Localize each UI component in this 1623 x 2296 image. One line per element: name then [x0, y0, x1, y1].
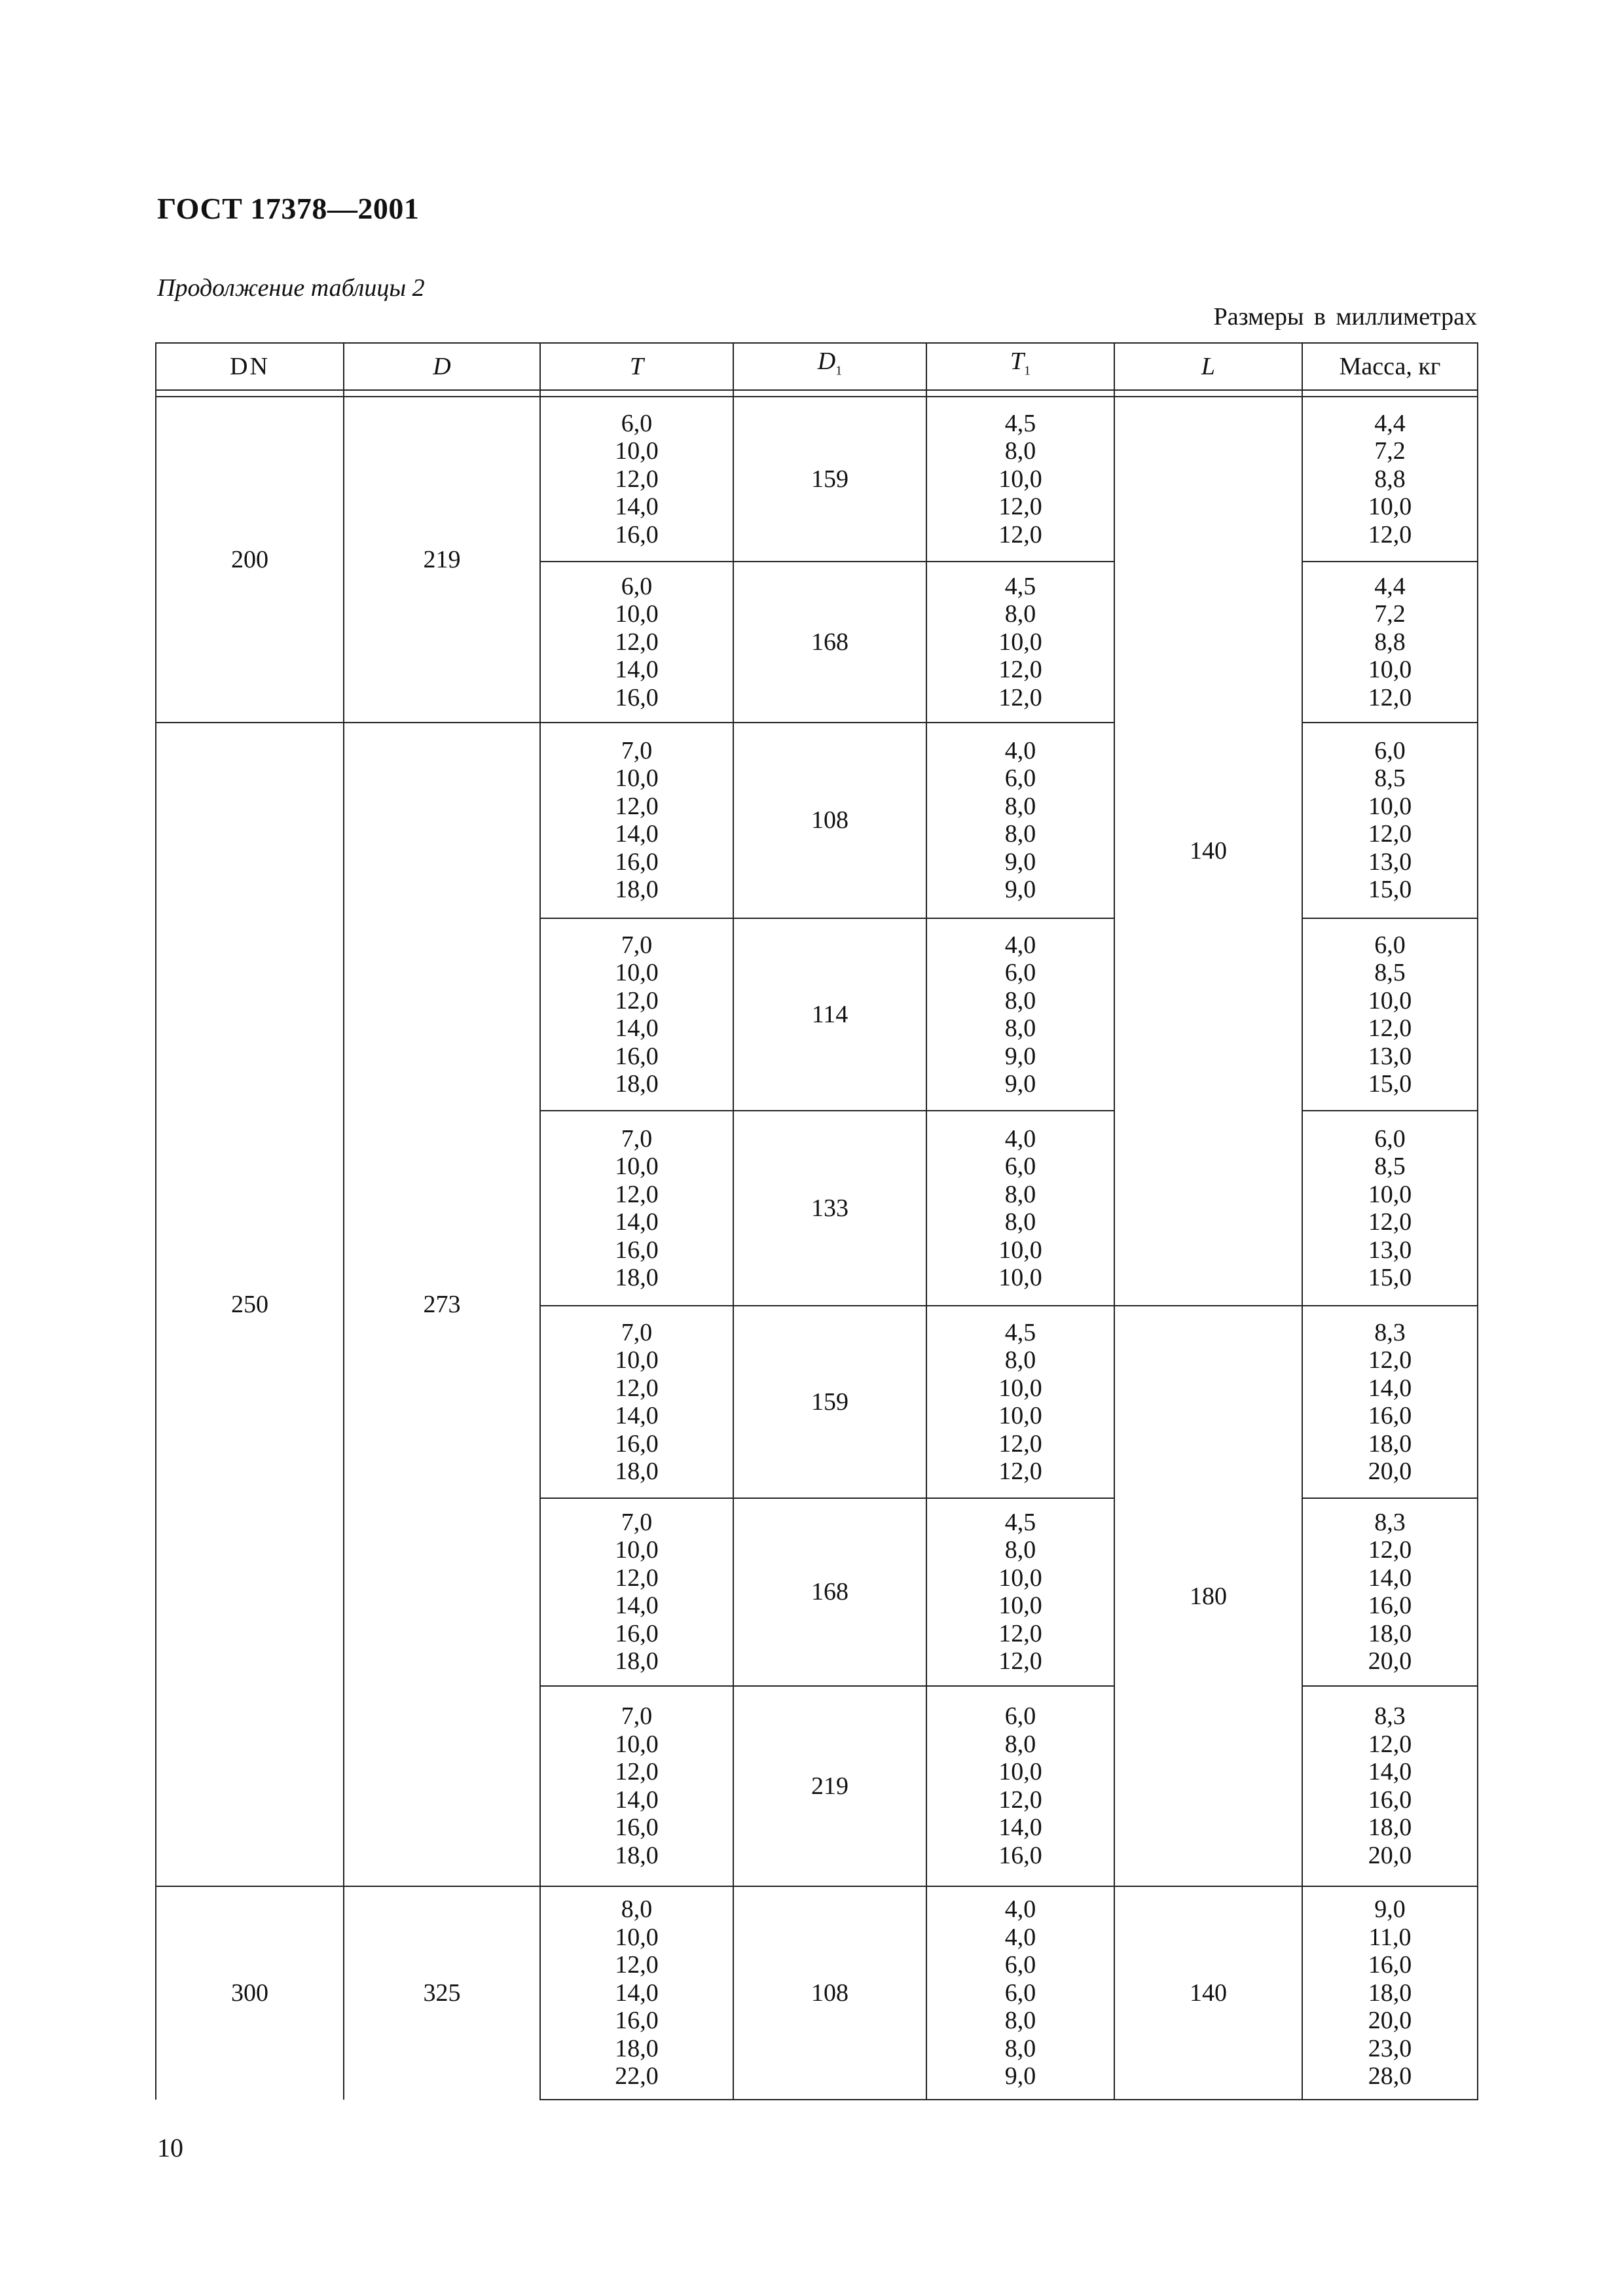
cell-value: 12,0: [615, 1758, 659, 1786]
cell-value: 6,0: [1004, 1702, 1036, 1731]
table-row: [156, 397, 1478, 562]
cell-value: 6,0: [1374, 931, 1406, 959]
cell-value: 16,0: [1368, 1785, 1412, 1814]
cell-value: 12,0: [1368, 683, 1412, 711]
cell-value: 6,0: [1004, 959, 1036, 987]
cell-value: 4,5: [1004, 572, 1036, 600]
cell-value: 12,0: [1368, 820, 1412, 848]
cell-value: 14,0: [615, 1979, 659, 2007]
cell-value: 8,5: [1374, 959, 1406, 987]
header-separator: [156, 390, 1478, 397]
cell-value: 22,0: [615, 2062, 659, 2090]
cell-value: 8,0: [1004, 1346, 1036, 1374]
cell-value: 6,0: [621, 572, 653, 600]
cell-value: 7,0: [621, 736, 653, 764]
cell-value: 20,0: [1368, 1647, 1412, 1676]
cell-value: 12,0: [998, 1785, 1042, 1814]
cell-t1: [926, 1111, 1114, 1306]
cell-d: 325: [344, 1886, 540, 2100]
cell-value: 6,0: [1004, 1951, 1036, 1979]
cell-value: 12,0: [998, 656, 1042, 684]
cell-d: 273: [344, 723, 540, 1887]
cell-mass: [1302, 397, 1478, 562]
header-row: [156, 343, 1478, 390]
cell-mass: [1302, 1306, 1478, 1498]
cell-value: 4,5: [1004, 1508, 1036, 1536]
cell-value: 18,0: [615, 1647, 659, 1676]
cell-value: 6,0: [621, 409, 653, 437]
cell-value: 12,0: [998, 1619, 1042, 1647]
cell-value: 10,0: [1368, 493, 1412, 521]
cell-value: 12,0: [998, 1458, 1042, 1486]
cell-value: 8,3: [1374, 1508, 1406, 1536]
cell-value: 16,0: [615, 1429, 659, 1458]
cell-value: 10,0: [615, 1730, 659, 1758]
cell-value: 12,0: [998, 683, 1042, 711]
cell-mass: [1302, 918, 1478, 1111]
cell-value: 28,0: [1368, 2062, 1412, 2090]
cell-value: 8,0: [1004, 2034, 1036, 2062]
cell-value: 14,0: [615, 1208, 659, 1236]
cell-t: [540, 397, 733, 562]
cell-value: 8,0: [1004, 437, 1036, 465]
cell-d1: 168: [733, 1498, 926, 1686]
cell-value: 10,0: [998, 1374, 1042, 1402]
cell-value: 13,0: [1368, 1236, 1412, 1264]
cell-value: 16,0: [615, 848, 659, 876]
cell-t: [540, 1498, 733, 1686]
page-number: 10: [157, 2133, 183, 2162]
cell-value: 18,0: [1368, 1619, 1412, 1647]
cell-value: 6,0: [1374, 1124, 1406, 1153]
cell-value: 7,0: [621, 1508, 653, 1536]
cell-mass: [1302, 562, 1478, 722]
cell-value: 12,0: [1368, 1208, 1412, 1236]
cell-value: 15,0: [1368, 876, 1412, 904]
cell-value: 16,0: [998, 1841, 1042, 1869]
cell-value: 10,0: [615, 1923, 659, 1951]
cell-value: 12,0: [615, 1564, 659, 1592]
cell-value: 8,5: [1374, 1153, 1406, 1181]
cell-value: 10,0: [615, 1153, 659, 1181]
cell-value: 10,0: [998, 1402, 1042, 1430]
cell-value: 16,0: [615, 1042, 659, 1070]
cell-value: 4,4: [1374, 409, 1406, 437]
cell-d: 219: [344, 397, 540, 723]
cell-value: 15,0: [1368, 1070, 1412, 1098]
cell-mass: [1302, 1686, 1478, 1887]
cell-d1: 108: [733, 1886, 926, 2100]
cell-t1: [926, 723, 1114, 919]
cell-value: 14,0: [615, 820, 659, 848]
cell-value: 10,0: [1368, 656, 1412, 684]
cell-d1: 219: [733, 1686, 926, 1887]
cell-value: 4,5: [1004, 1318, 1036, 1346]
cell-value: 9,0: [1004, 2062, 1036, 2090]
cell-value: 12,0: [615, 465, 659, 493]
cell-d1: 159: [733, 397, 926, 562]
cell-value: 18,0: [1368, 1979, 1412, 2007]
cell-value: 8,0: [1004, 1014, 1036, 1043]
cell-value: 15,0: [1368, 1264, 1412, 1292]
cell-t1: [926, 1498, 1114, 1686]
cell-value: 8,3: [1374, 1318, 1406, 1346]
cell-value: 23,0: [1368, 2034, 1412, 2062]
cell-value: 18,0: [1368, 1814, 1412, 1842]
cell-value: 14,0: [615, 1592, 659, 1620]
cell-value: 12,0: [1368, 520, 1412, 548]
cell-value: 4,0: [1004, 931, 1036, 959]
cell-dn: 300: [156, 1886, 344, 2100]
header-d: D: [344, 343, 540, 390]
cell-value: 11,0: [1368, 1923, 1412, 1951]
cell-value: 10,0: [998, 465, 1042, 493]
cell-value: 8,0: [1004, 820, 1036, 848]
table-row: [156, 1886, 1478, 2100]
cell-value: 12,0: [615, 628, 659, 656]
cell-value: 18,0: [615, 1458, 659, 1486]
cell-value: 10,0: [998, 1264, 1042, 1292]
cell-l: 140: [1114, 397, 1302, 1306]
cell-value: 12,0: [1368, 1730, 1412, 1758]
cell-mass: [1302, 1498, 1478, 1686]
cell-value: 10,0: [615, 437, 659, 465]
cell-d1: 133: [733, 1111, 926, 1306]
cell-value: 8,8: [1374, 465, 1406, 493]
cell-value: 13,0: [1368, 848, 1412, 876]
cell-value: 12,0: [615, 1180, 659, 1208]
cell-value: 18,0: [615, 1070, 659, 1098]
cell-value: 20,0: [1368, 1841, 1412, 1869]
cell-value: 9,0: [1004, 1042, 1036, 1070]
cell-l: 140: [1114, 1886, 1302, 2100]
cell-value: 12,0: [998, 493, 1042, 521]
cell-value: 6,0: [1374, 736, 1406, 764]
cell-value: 8,0: [1004, 2007, 1036, 2035]
cell-value: 16,0: [615, 520, 659, 548]
cell-value: 8,0: [1004, 1536, 1036, 1564]
cell-l: 180: [1114, 1306, 1302, 1886]
cell-value: 16,0: [1368, 1951, 1412, 1979]
cell-value: 10,0: [1368, 986, 1412, 1014]
cell-value: 14,0: [615, 1402, 659, 1430]
cell-t: [540, 723, 733, 919]
cell-d1: 159: [733, 1306, 926, 1498]
cell-value: 8,0: [1004, 792, 1036, 820]
cell-value: 9,0: [1004, 848, 1036, 876]
cell-value: 9,0: [1004, 1070, 1036, 1098]
document-title: ГОСТ 17378—2001: [157, 192, 420, 225]
cell-value: 7,0: [621, 1124, 653, 1153]
cell-value: 4,0: [1004, 1923, 1036, 1951]
cell-value: 10,0: [998, 1758, 1042, 1786]
cell-value: 18,0: [615, 1841, 659, 1869]
cell-value: 10,0: [615, 1346, 659, 1374]
cell-value: 10,0: [615, 600, 659, 628]
cell-value: 14,0: [1368, 1758, 1412, 1786]
cell-dn: 250: [156, 723, 344, 1887]
cell-value: 16,0: [1368, 1402, 1412, 1430]
header-d1: $D_1$: [733, 343, 926, 390]
cell-value: 12,0: [1368, 1014, 1412, 1043]
header-mass: Масса, кг: [1302, 343, 1478, 390]
cell-d1: 108: [733, 723, 926, 919]
cell-value: 9,0: [1004, 876, 1036, 904]
header-l: L: [1114, 343, 1302, 390]
cell-value: 14,0: [615, 1785, 659, 1814]
cell-value: 16,0: [615, 1814, 659, 1842]
cell-value: 8,5: [1374, 764, 1406, 793]
cell-value: 16,0: [1368, 1592, 1412, 1620]
cell-value: 12,0: [1368, 1346, 1412, 1374]
cell-value: 14,0: [1368, 1374, 1412, 1402]
cell-value: 6,0: [1004, 1153, 1036, 1181]
cell-value: 12,0: [615, 1374, 659, 1402]
cell-t1: [926, 1306, 1114, 1498]
cell-value: 10,0: [998, 628, 1042, 656]
cell-mass: [1302, 1886, 1478, 2100]
cell-value: 20,0: [1368, 2007, 1412, 2035]
cell-t: [540, 562, 733, 722]
cell-d1: 114: [733, 918, 926, 1111]
cell-value: 10,0: [998, 1236, 1042, 1264]
dimensions-table: [155, 342, 1478, 2100]
cell-value: 4,4: [1374, 572, 1406, 600]
cell-value: 4,0: [1004, 1124, 1036, 1153]
cell-value: 14,0: [1368, 1564, 1412, 1592]
cell-value: 4,0: [1004, 736, 1036, 764]
cell-value: 8,0: [621, 1895, 653, 1924]
cell-t1: [926, 918, 1114, 1111]
cell-mass: [1302, 1111, 1478, 1306]
cell-value: 10,0: [615, 959, 659, 987]
cell-value: 8,8: [1374, 628, 1406, 656]
cell-value: 6,0: [1004, 1979, 1036, 2007]
cell-value: 16,0: [615, 2007, 659, 2035]
units-note: Размеры в миллиметрах: [1213, 303, 1477, 331]
cell-value: 12,0: [1368, 1536, 1412, 1564]
cell-t: [540, 1306, 733, 1498]
cell-value: 10,0: [998, 1592, 1042, 1620]
cell-value: 10,0: [998, 1564, 1042, 1592]
cell-value: 12,0: [998, 1429, 1042, 1458]
header-t: T: [540, 343, 733, 390]
cell-value: 10,0: [615, 1536, 659, 1564]
cell-value: 18,0: [1368, 1429, 1412, 1458]
cell-value: 6,0: [1004, 764, 1036, 793]
cell-value: 12,0: [615, 986, 659, 1014]
cell-t1: [926, 1686, 1114, 1887]
cell-value: 9,0: [1374, 1895, 1406, 1924]
header-dn: DN: [156, 343, 344, 390]
cell-value: 7,2: [1374, 437, 1406, 465]
cell-value: 20,0: [1368, 1458, 1412, 1486]
cell-dn: 200: [156, 397, 344, 723]
cell-value: 16,0: [615, 683, 659, 711]
cell-value: 8,0: [1004, 1730, 1036, 1758]
cell-value: 14,0: [615, 1014, 659, 1043]
cell-value: 7,0: [621, 931, 653, 959]
cell-t1: [926, 562, 1114, 722]
cell-value: 12,0: [615, 1951, 659, 1979]
cell-value: 10,0: [1368, 792, 1412, 820]
cell-value: 7,0: [621, 1318, 653, 1346]
cell-value: 14,0: [998, 1814, 1042, 1842]
cell-value: 4,0: [1004, 1895, 1036, 1924]
cell-value: 4,5: [1004, 409, 1036, 437]
cell-t: [540, 1111, 733, 1306]
cell-t1: [926, 1886, 1114, 2100]
cell-value: 7,2: [1374, 600, 1406, 628]
cell-value: 18,0: [615, 1264, 659, 1292]
cell-value: 10,0: [1368, 1180, 1412, 1208]
cell-value: 16,0: [615, 1619, 659, 1647]
cell-value: 13,0: [1368, 1042, 1412, 1070]
cell-t: [540, 918, 733, 1111]
cell-t: [540, 1886, 733, 2100]
cell-value: 14,0: [615, 656, 659, 684]
cell-t: [540, 1686, 733, 1887]
cell-d1: 168: [733, 562, 926, 722]
cell-value: 8,0: [1004, 986, 1036, 1014]
cell-value: 10,0: [615, 764, 659, 793]
header-t1: $T_1$: [926, 343, 1114, 390]
cell-value: 8,0: [1004, 600, 1036, 628]
cell-value: 8,0: [1004, 1208, 1036, 1236]
cell-value: 12,0: [615, 792, 659, 820]
cell-value: 12,0: [998, 520, 1042, 548]
cell-value: 8,0: [1004, 1180, 1036, 1208]
table-caption: Продолжение таблицы 2: [157, 274, 425, 302]
cell-mass: [1302, 723, 1478, 919]
cell-value: 7,0: [621, 1702, 653, 1731]
cell-value: 14,0: [615, 493, 659, 521]
cell-t1: [926, 397, 1114, 562]
cell-value: 16,0: [615, 1236, 659, 1264]
cell-value: 18,0: [615, 2034, 659, 2062]
cell-value: 8,3: [1374, 1702, 1406, 1731]
cell-value: 12,0: [998, 1647, 1042, 1676]
cell-value: 18,0: [615, 876, 659, 904]
